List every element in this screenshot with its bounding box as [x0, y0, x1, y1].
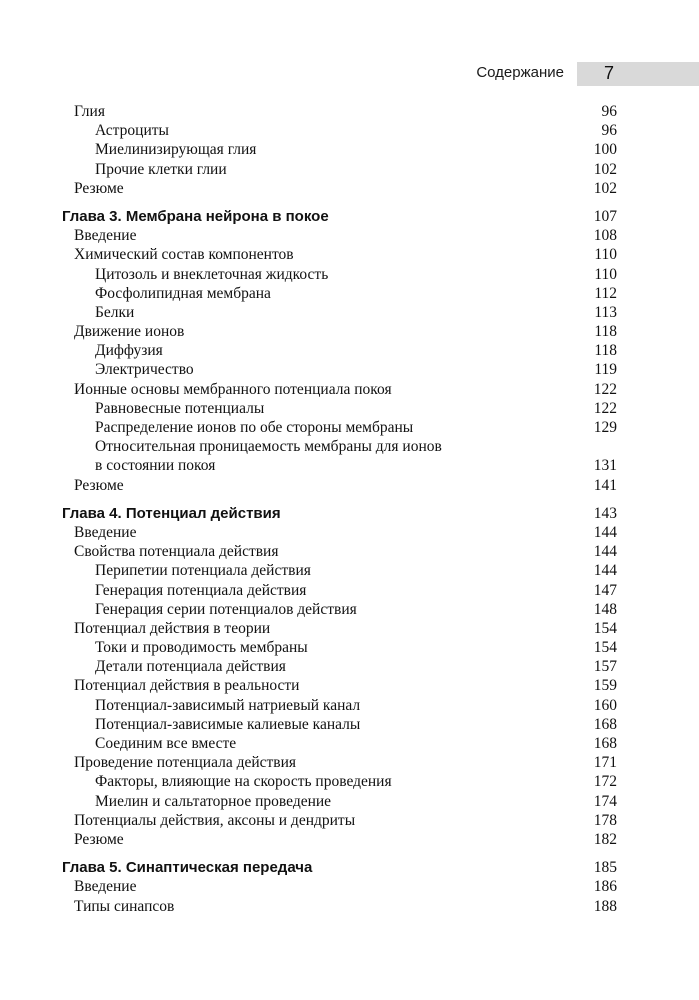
toc-entry[interactable]: [62, 897, 617, 916]
toc-entry-title: Электричество: [95, 361, 194, 379]
toc-entry[interactable]: [62, 638, 617, 657]
toc-entry[interactable]: [62, 561, 617, 580]
toc-entry-title: Прочие клетки глии: [95, 160, 227, 178]
toc-entry-title: Генерация потенциала действия: [95, 581, 307, 599]
toc-entry[interactable]: [62, 284, 617, 303]
toc-entry-title: Диффузия: [95, 342, 163, 360]
toc-chapter[interactable]: [62, 858, 617, 877]
running-header: [0, 62, 699, 86]
toc-entry-page: 100: [593, 141, 617, 159]
toc-entry[interactable]: [62, 102, 617, 121]
toc-entry-page: 118: [594, 323, 617, 341]
toc-entry[interactable]: [62, 715, 617, 734]
toc-entry-page: 147: [593, 581, 617, 599]
toc-entry-title: Потенциал действия в реальности: [74, 677, 300, 695]
toc-entry[interactable]: [62, 792, 617, 811]
toc-entry-page: 188: [593, 897, 617, 915]
toc-entry-title: Детали потенциала действия: [95, 658, 286, 676]
page-number: 7: [604, 63, 615, 83]
toc-entry-title: Движение ионов: [74, 323, 185, 341]
toc-entry-title: Потенциалы действия, аксоны и дендриты: [74, 811, 356, 829]
toc-entry-title: в состоянии покоя: [95, 457, 216, 475]
toc-entry-page: 102: [593, 179, 617, 197]
toc-entry-title: Проведение потенциала действия: [74, 754, 297, 772]
toc-entry-page: 129: [593, 419, 617, 436]
toc-entry[interactable]: [62, 753, 617, 772]
toc-entry[interactable]: [62, 303, 617, 322]
toc-entry-title: Ионные основы мембранного потенциала покоя: [74, 380, 392, 398]
toc-entry-page: 154: [593, 619, 617, 637]
toc-entry-page: 144: [593, 562, 617, 580]
toc-entry-page: 118: [594, 342, 617, 360]
toc-entry[interactable]: [62, 600, 617, 619]
toc-entry-page: 112: [594, 284, 617, 302]
toc-entry-page: 157: [593, 658, 617, 676]
toc-entry-title: Потенциал-зависимые калиевые каналы: [95, 715, 361, 733]
toc-entry-page: 172: [593, 773, 617, 791]
toc-entry-title: Белки: [95, 303, 135, 321]
toc-chapter[interactable]: [62, 207, 617, 226]
toc-entry-page: 107: [593, 207, 617, 225]
toc-entry-page: 96: [601, 122, 617, 140]
toc-entry-page: 174: [593, 792, 617, 810]
toc-entry-title: Миелинизирующая глия: [95, 141, 257, 159]
toc-entry-title: Токи и проводимость мембраны: [95, 639, 308, 657]
toc-entry[interactable]: [62, 380, 617, 399]
toc-entry[interactable]: [62, 476, 617, 495]
toc-entry-title: Миелин и сальтаторное проведение: [95, 792, 332, 810]
toc-entry-title: Свойства потенциала действия: [74, 543, 279, 561]
toc-entry-page: 144: [593, 523, 617, 541]
toc-entry-title: Глава 5. Синаптическая передача: [62, 859, 313, 877]
toc-entry-page: 141: [593, 476, 617, 494]
toc-entry[interactable]: [62, 245, 617, 264]
toc-entry[interactable]: [62, 226, 617, 245]
toc-entry[interactable]: [62, 676, 617, 695]
toc-entry[interactable]: [62, 657, 617, 676]
toc-entry-page: 131: [593, 457, 617, 475]
toc-entry-title: Глава 4. Потенциал действия: [62, 504, 281, 522]
toc-entry[interactable]: [62, 523, 617, 542]
toc-chapter[interactable]: [62, 504, 617, 523]
toc-entry-page: 160: [593, 696, 617, 714]
toc-entry-title: Фосфолипидная мембрана: [95, 284, 271, 302]
toc-entry-title: Типы синапсов: [74, 897, 175, 915]
toc-entry-title: Распределение ионов по обе стороны мембраны: [95, 419, 414, 436]
toc-entry-page: 102: [593, 160, 617, 178]
toc-entry-page: 182: [593, 830, 617, 848]
toc-entry[interactable]: [62, 619, 617, 638]
toc-entry-page: 159: [593, 677, 617, 695]
toc-entry[interactable]: [62, 418, 617, 437]
toc-entry-page: 110: [594, 265, 617, 283]
toc-entry-title: Введение: [74, 523, 137, 541]
section-title: Содержание: [476, 64, 564, 81]
toc-entry[interactable]: [62, 877, 617, 896]
toc-entry[interactable]: [62, 121, 617, 140]
toc-entry[interactable]: [62, 456, 617, 475]
table-of-contents: [62, 102, 617, 916]
toc-entry-title: Химический состав компонентов: [74, 246, 294, 264]
toc-entry-page: 168: [593, 715, 617, 733]
toc-entry-page: 185: [593, 859, 617, 877]
toc-entry-page: 122: [593, 399, 617, 417]
toc-entry[interactable]: [62, 265, 617, 284]
toc-entry-page: 113: [594, 303, 617, 321]
toc-entry-title: Потенциал-зависимый натриевый канал: [95, 696, 361, 714]
toc-entry-title: Равновесные потенциалы: [95, 399, 265, 417]
toc-entry[interactable]: [62, 734, 617, 753]
toc-entry-title: Генерация серии потенциалов действия: [95, 600, 357, 618]
toc-entry[interactable]: [62, 360, 617, 379]
page-number-tab: [577, 62, 699, 86]
toc-entry-page: 122: [593, 380, 617, 398]
toc-entry-title: Соединим все вместе: [95, 735, 237, 752]
toc-entry[interactable]: [62, 399, 617, 418]
toc-entry[interactable]: [62, 542, 617, 561]
toc-entry[interactable]: [62, 772, 617, 791]
toc-entry[interactable]: [62, 341, 617, 360]
toc-entry-title: Астроциты: [95, 122, 169, 140]
toc-entry[interactable]: [62, 437, 617, 456]
toc-entry-title: Относительная проницаемость мембраны для ионов: [95, 438, 442, 456]
toc-entry[interactable]: [62, 830, 617, 849]
toc-entry-page: 148: [593, 600, 617, 618]
toc-entry-page: 186: [593, 878, 617, 896]
toc-entry-page: 144: [593, 543, 617, 561]
toc-entry-title: Потенциал действия в теории: [74, 619, 271, 637]
toc-entry[interactable]: [62, 322, 617, 341]
toc-entry-title: Резюме: [74, 476, 124, 494]
toc-entry-title: Перипетии потенциала действия: [95, 562, 311, 580]
toc-entry[interactable]: [62, 811, 617, 830]
toc-entry[interactable]: [62, 140, 617, 159]
toc-entry[interactable]: [62, 581, 617, 600]
toc-entry-page: 110: [594, 246, 617, 264]
toc-entry[interactable]: [62, 696, 617, 715]
toc-entry-title: Глия: [74, 103, 105, 120]
toc-entry-title: Введение: [74, 227, 137, 245]
toc-entry-page: 108: [593, 227, 617, 245]
toc-entry-title: Резюме: [74, 179, 124, 197]
toc-entry-page: 154: [593, 639, 617, 657]
toc-entry[interactable]: [62, 160, 617, 179]
toc-entry-title: Факторы, влияющие на скорость проведения: [95, 773, 392, 791]
toc-entry-title: Глава 3. Мембрана нейрона в покое: [62, 207, 329, 225]
toc-entry-page: 96: [601, 103, 617, 120]
toc-entry-title: Введение: [74, 878, 137, 896]
toc-entry-page: 178: [593, 811, 617, 829]
toc-entry-title: Резюме: [74, 830, 124, 848]
toc-entry[interactable]: [62, 179, 617, 198]
toc-entry-page: 143: [593, 504, 617, 522]
toc-entry-page: 168: [593, 735, 617, 752]
toc-entry-page: 119: [594, 361, 617, 379]
toc-entry-title: Цитозоль и внеклеточная жидкость: [95, 265, 329, 283]
toc-entry-page: 171: [593, 754, 617, 772]
